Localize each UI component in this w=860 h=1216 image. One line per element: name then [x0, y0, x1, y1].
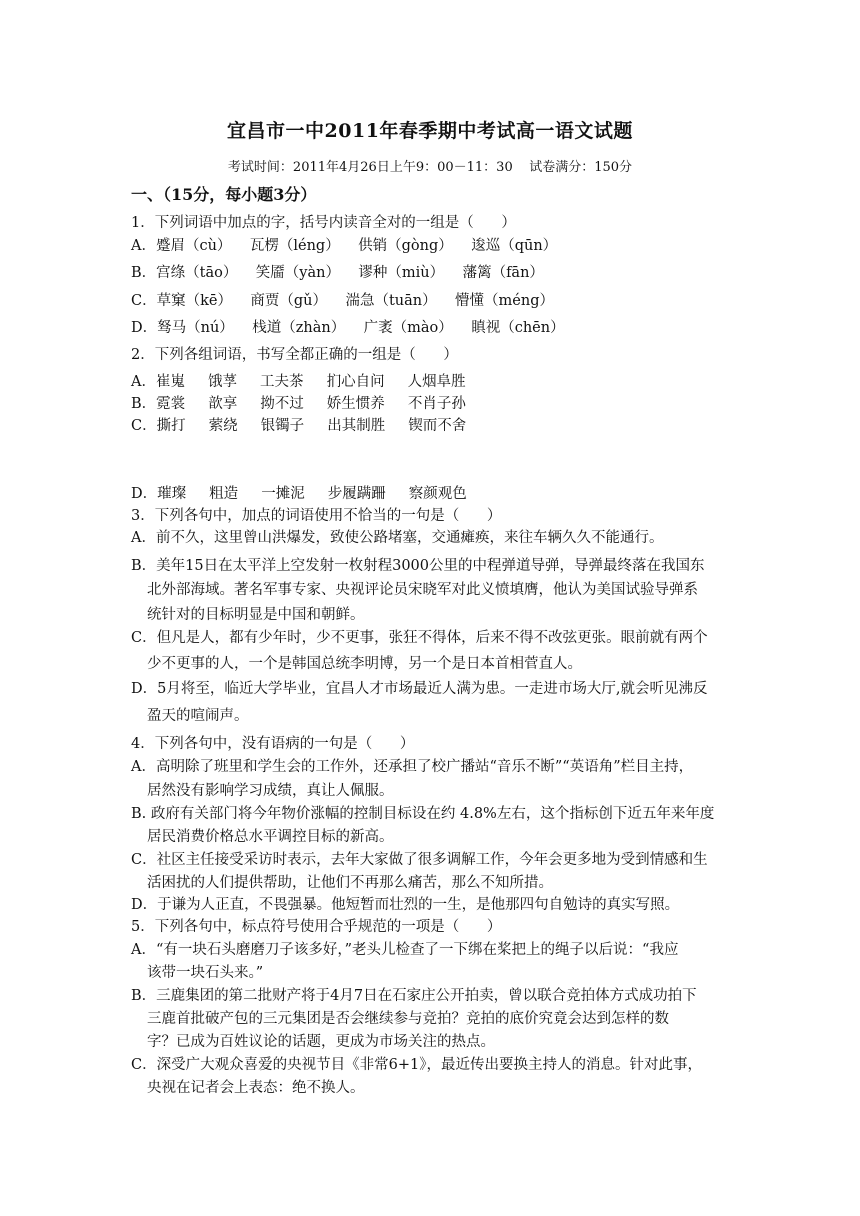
- question-3-option-b-cont: 北外部海域。著名军事专家、央视评论员宋晓军对此义愤填膺，他认为美国试验导弹系: [147, 582, 698, 598]
- question-3-option-b-cont: 统针对的目标明显是中国和朝鲜。: [147, 607, 365, 623]
- question-4-stem: 4．下列各句中，没有语病的一句是（ ）: [131, 736, 415, 752]
- question-1-option-c: C．草窠（kē） 商贾（gǔ） 湍急（tuān） 懵懂（méng）: [131, 293, 554, 309]
- question-5-option-b-cont: 三鹿首批破产包的三元集团是否会继续参与竞拍？竞拍的底价究竟会达到怎样的数: [147, 1011, 669, 1027]
- question-1-option-b: B．宫绦（tāo） 笑靥（yàn） 谬种（miù） 藩篱（fān）: [131, 265, 544, 281]
- question-5-option-a: A．“有一块石头磨磨刀子该多好，”老头儿检查了一下绑在桨把上的绳子以后说：“我应: [131, 942, 679, 958]
- question-4-option-a-cont: 居然没有影响学习成绩，真让人佩服。: [147, 783, 394, 799]
- question-3-option-d-cont: 盈天的喧闹声。: [147, 708, 249, 724]
- question-4-option-d: D．于谦为人正直，不畏强暴。他短暂而壮烈的一生，是他那四句自勉诗的真实写照。: [131, 897, 680, 913]
- question-5-option-a-cont: 该带一块石头来。”: [147, 965, 264, 981]
- question-3-option-d: D．5月将至，临近大学毕业，宜昌人才市场最近人满为患。一走进市场大厅,就会听见沸反: [131, 681, 708, 697]
- question-4-option-c: C．社区主任接受采访时表示，去年大家做了很多调解工作，今年会更多地为受到情感和生: [131, 852, 708, 868]
- question-2-option-a: A．崔嵬 饿莩 工夫茶 扪心自问 人烟阜胜: [131, 374, 466, 390]
- question-2-option-b: B．霓裳 歆享 拗不过 娇生惯养 不肖子孙: [131, 396, 466, 412]
- question-5-option-b: B．三鹿集团的第二批财产将于4月7日在石家庄公开拍卖，曾以联合竞拍体方式成功拍下: [131, 988, 697, 1004]
- question-1-stem: 1．下列词语中加点的字，括号内读音全对的一组是（ ）: [131, 215, 516, 231]
- question-3-option-a: A．前不久，这里曾山洪爆发，致使公路堵塞，交通瘫痪，来往车辆久久不能通行。: [131, 530, 664, 546]
- question-5-option-c-cont: 央视在记者会上表态：绝不换人。: [147, 1080, 365, 1096]
- question-5-stem: 5．下列各句中，标点符号使用合乎规范的一项是（ ）: [131, 919, 502, 935]
- question-3-option-b: B．美年15日在太平洋上空发射一枚射程3000公里的中程弹道导弹，导弹最终落在我国东: [131, 558, 705, 574]
- question-3-stem: 3．下列各句中，加点的词语使用不恰当的一句是（ ）: [131, 508, 502, 524]
- section-heading: 一、（15分，每小题3分）: [131, 185, 317, 204]
- exam-info: 考试时间：2011年4月26日上午9：00－11：30 试卷满分：150分: [227, 160, 633, 175]
- question-1-option-d: D．驽马（nú） 栈道（zhàn） 广袤（mào） 瞋视（chēn）: [131, 320, 565, 336]
- question-4-option-b: B. 政府有关部门将今年物价涨幅的控制目标设在约 4.8%左右，这个指标创下近五年来年度: [131, 806, 715, 822]
- question-4-option-a: A．高明除了班里和学生会的工作外，还承担了校广播站“音乐不断”“英语角”栏目主持，: [131, 759, 694, 775]
- question-3-option-c-cont: 少不更事的人，一个是韩国总统李明博，另一个是日本首相菅直人。: [147, 656, 582, 672]
- question-5-option-b-cont: 字？已成为百姓议论的话题，更成为市场关注的热点。: [147, 1034, 495, 1050]
- question-2-stem: 2．下列各组词语，书写全都正确的一组是（ ）: [131, 347, 458, 363]
- question-5-option-c: C．深受广大观众喜爱的央视节目《非常6+1》，最近传出要换主持人的消息。针对此事，: [131, 1057, 702, 1073]
- question-4-option-c-cont: 活困扰的人们提供帮助，让他们不再那么痛苦，那么不知所措。: [147, 875, 553, 891]
- exam-title: 宜昌市一中2011年春季期中考试高一语文试题: [227, 120, 633, 142]
- question-3-option-c: C．但凡是人，都有少年时，少不更事，张狂不得体，后来不得不改弦更张。眼前就有两个: [131, 630, 708, 646]
- question-1-option-a: A．蹙眉（cù） 瓦楞（léng） 供销（gòng） 逡巡（qūn）: [131, 238, 558, 254]
- question-4-option-b-cont: 居民消费价格总水平调控目标的新高。: [147, 829, 394, 845]
- question-2-option-d: D．璀璨 粗造 一摊泥 步履蹒跚 察颜观色: [131, 486, 467, 502]
- question-2-option-c: C．撕打 萦绕 银镯子 出其制胜 锲而不舍: [131, 418, 467, 434]
